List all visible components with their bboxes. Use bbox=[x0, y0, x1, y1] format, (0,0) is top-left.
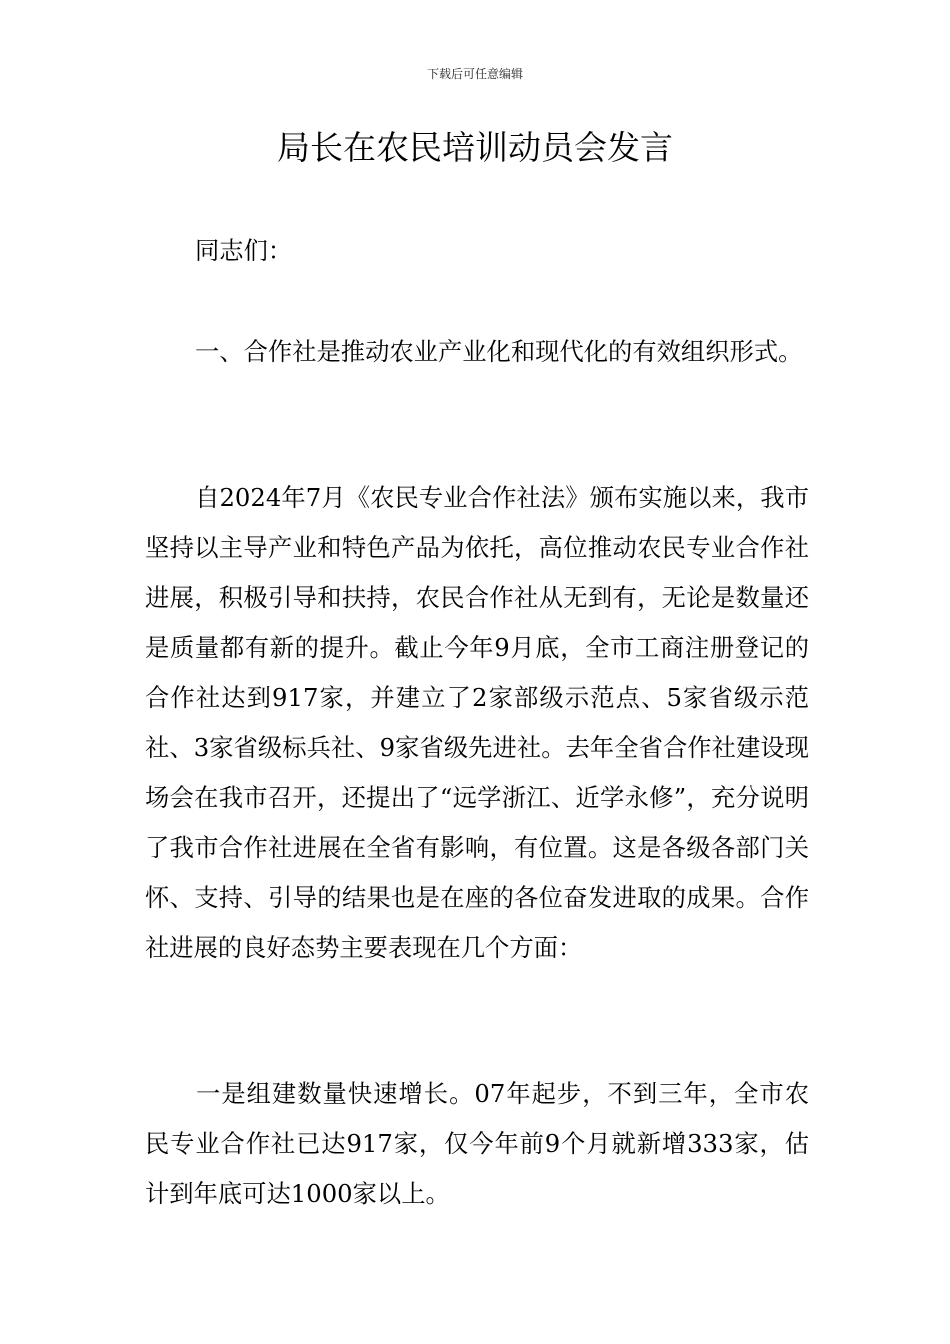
body-paragraph-2-text: 一是组建数量快速增长。07年起步，不到三年，全市农民专业合作社已达917家，仅今年前9个月就新增333家，估计到年底可达1000家以上。 bbox=[145, 1079, 809, 1208]
section-heading-text: 一、合作社是推动农业产业化和现代化的有效组织形式。 bbox=[195, 337, 803, 366]
body-paragraph-1 bbox=[145, 473, 809, 973]
greeting-text: 同志们： bbox=[195, 236, 293, 265]
body-paragraph-1-text: 自2024年7月《农民专业合作社法》颁布实施以来，我市坚持以主导产业和特色产品为依托，高位推动农民专业合作社进展，积极引导和扶持，农民合作社从无到有，无论是数量还是质量都有新的提升。截止今年9月底，全市工商注册登记的合作社达到917家，并建立了2家部级示范点、5家省级示范社、3家省级标兵社、9家省级先进社。去年全省合作社建设现场会在我市召开，还提出了“远学浙江、近学永修”，充分说明了我市合作社进展在全省有影响，有位置。这是各级各部门关怀、支持、引导的结果也是在座的各位奋发进取的成果。合作社进展的良好态势主要表现在几个方面： bbox=[145, 483, 809, 962]
section-heading-paragraph bbox=[145, 327, 809, 377]
document-title: 局长在农民培训动员会发言 bbox=[277, 128, 673, 167]
page-header-note: 下载后可任意编辑 bbox=[426, 67, 523, 81]
body-paragraph-2 bbox=[145, 1069, 809, 1219]
greeting-paragraph bbox=[145, 226, 809, 276]
